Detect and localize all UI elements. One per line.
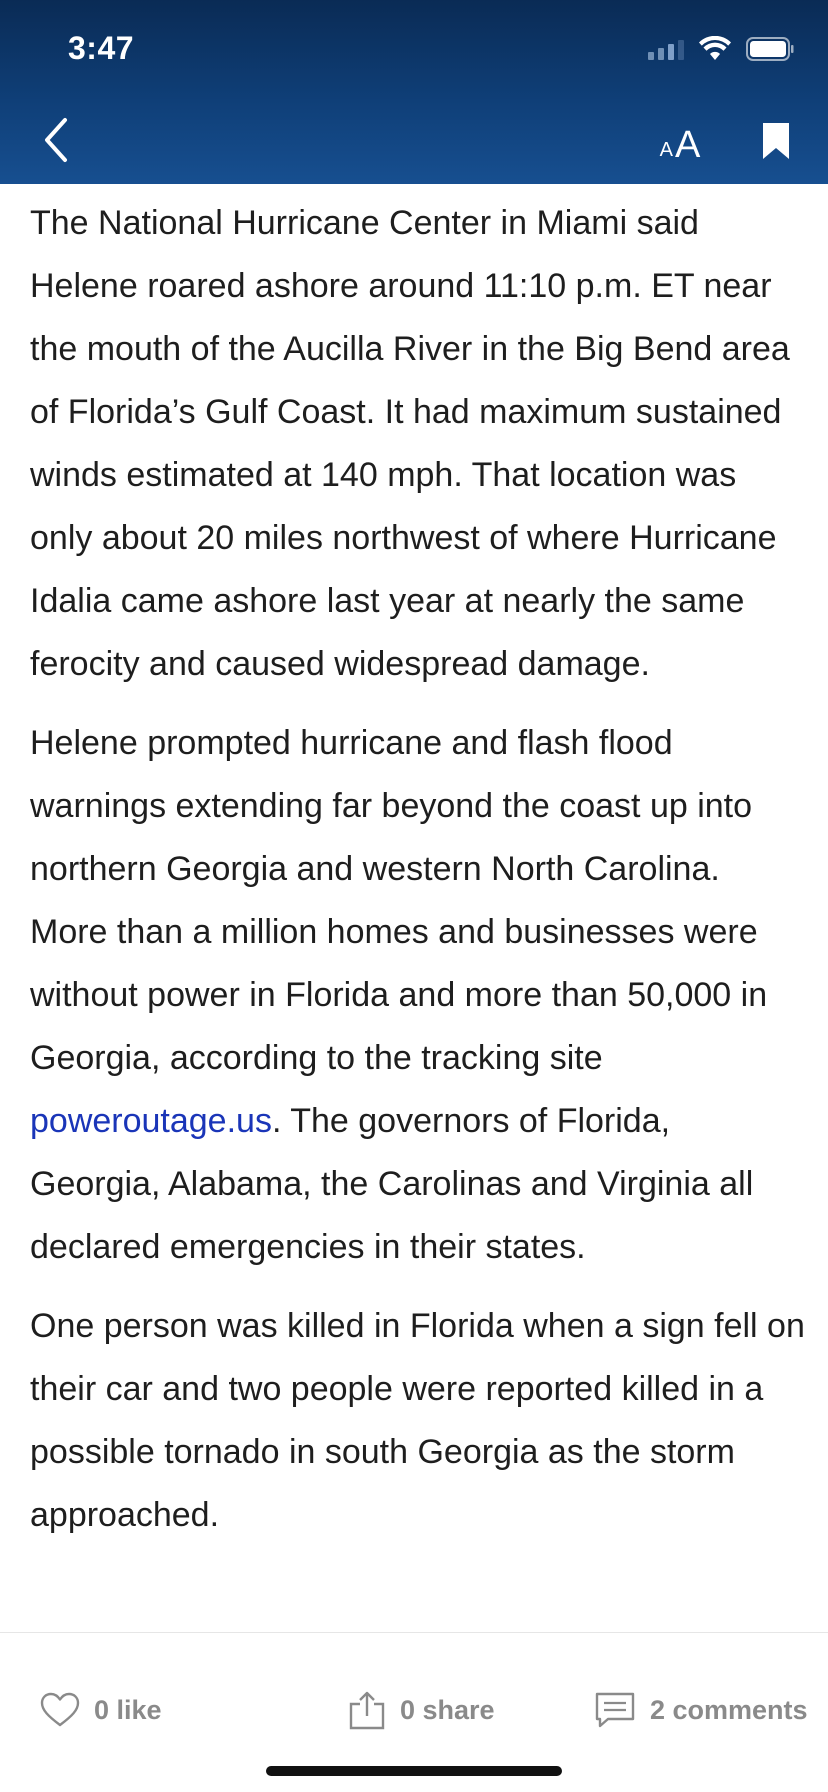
comments-button[interactable] bbox=[594, 1660, 808, 1760]
paragraph-2-text-b: . The governors of Florida, Georgia, Alabama, the Carolinas and Virginia all declared emergencies in their states. bbox=[30, 1102, 754, 1266]
action-bar bbox=[0, 1660, 828, 1760]
share-icon bbox=[348, 1690, 386, 1730]
bookmark-button[interactable] bbox=[756, 118, 796, 164]
poweroutage-link[interactable]: poweroutage.us bbox=[30, 1102, 272, 1140]
text-size-icon-small: A bbox=[659, 139, 673, 161]
article-paragraph-3: One person was killed in Florida when a sign fell on their car and two people were reported killed in a possible tornado in south Georgia as the storm approached. bbox=[30, 1307, 805, 1534]
article-paragraph-1: The National Hurricane Center in Miami said Helene roared ashore around 11:10 p.m. ET near the mouth of the Aucilla River in the Big Bend area of Florida’s Gulf Coast. It had maximum sustained winds estimated at 140 mph. That location was only about 20 miles northwest of where Hurricane Idalia came ashore last year at nearly the same ferocity and caused widespread damage. bbox=[30, 204, 790, 683]
chevron-left-icon bbox=[41, 116, 71, 164]
comment-icon bbox=[594, 1691, 636, 1729]
share-count: 0 share bbox=[400, 1694, 495, 1725]
comments-count: 2 comments bbox=[650, 1694, 808, 1725]
home-indicator[interactable] bbox=[266, 1766, 562, 1776]
status-time: 3:47 bbox=[68, 30, 135, 66]
article-paragraph-2 bbox=[30, 712, 806, 1279]
action-bar-divider bbox=[0, 1632, 828, 1633]
signal-icon bbox=[648, 38, 684, 60]
app-header bbox=[0, 0, 828, 184]
like-button[interactable] bbox=[40, 1660, 162, 1760]
article-body bbox=[30, 192, 806, 1563]
wifi-icon bbox=[698, 36, 732, 62]
heart-icon bbox=[40, 1692, 80, 1728]
paragraph-2-text-a: Helene prompted hurricane and flash flood warnings extending far beyond the coast up into northern Georgia and western North Carolina. More than a million homes and businesses were without power in Florida and more than 50,000 in Georgia, according to the tracking site bbox=[30, 724, 768, 1077]
like-count: 0 like bbox=[94, 1694, 162, 1725]
back-button[interactable] bbox=[34, 112, 78, 168]
status-icons bbox=[648, 34, 794, 64]
share-button[interactable] bbox=[348, 1660, 495, 1760]
bookmark-icon bbox=[761, 121, 791, 161]
text-size-button[interactable] bbox=[650, 114, 710, 164]
text-size-icon-large: A bbox=[674, 124, 701, 166]
battery-icon bbox=[746, 37, 794, 61]
